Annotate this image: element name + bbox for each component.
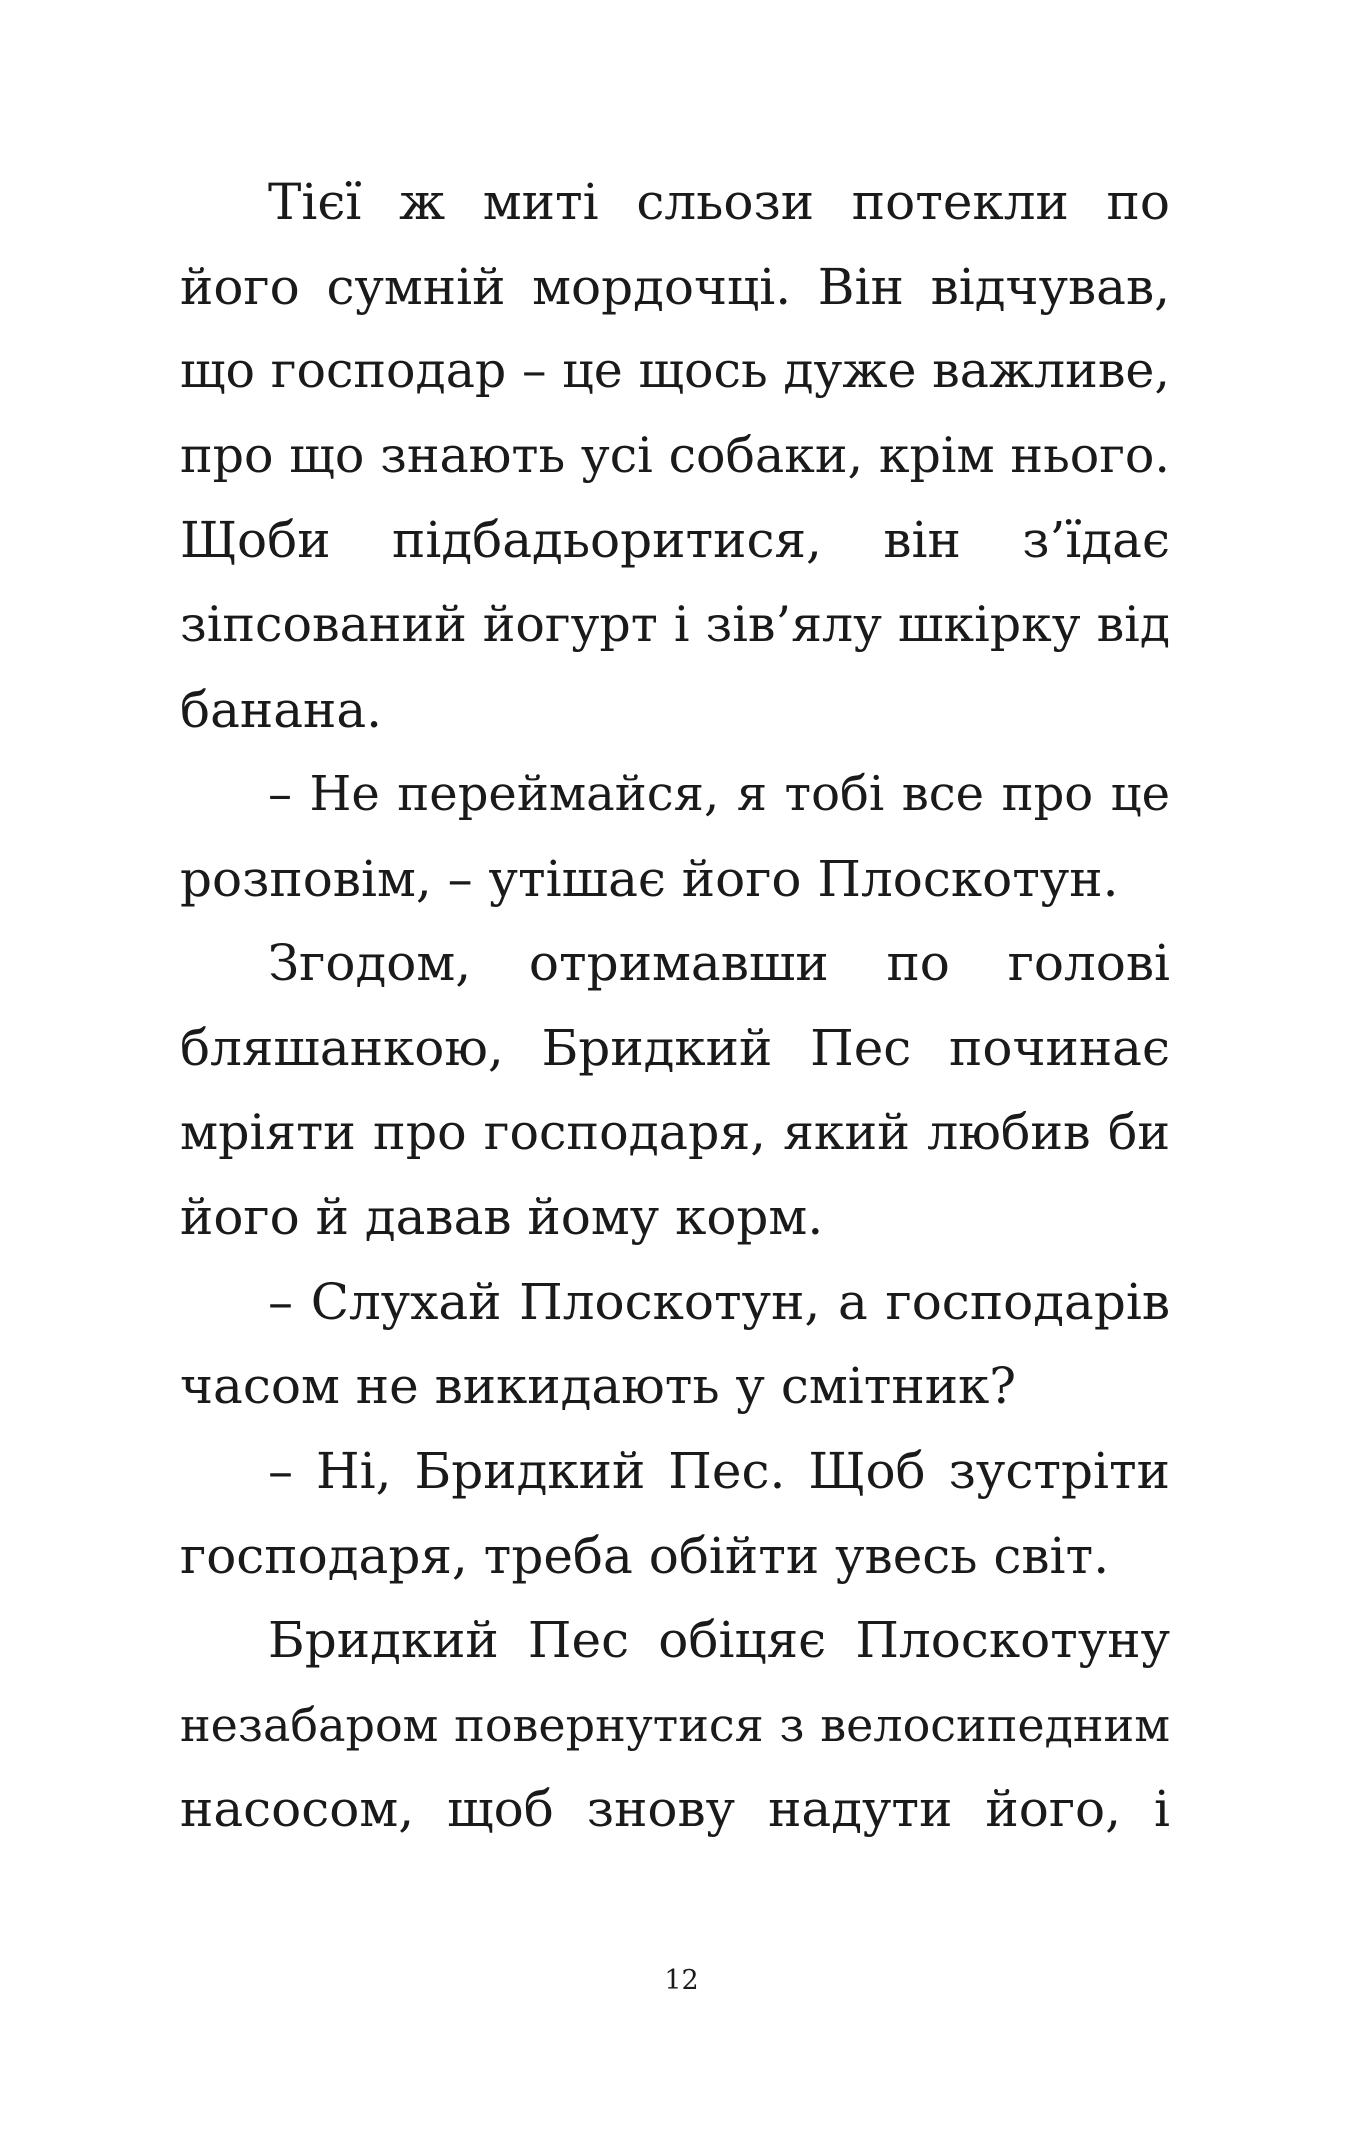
text-line: Бридкий Пес обіцяє Плоскотуну	[268, 1611, 1170, 1670]
text-line: бляшанкою, Бридкий Пес починає	[180, 1018, 1170, 1077]
text-line: насосом, щоб знову надути його, і	[180, 1780, 1170, 1839]
text-line: – Ні, Бридкий Пес. Щоб зустріти	[268, 1441, 1170, 1500]
text-line: його сумній мордочці. Він відчував,	[180, 257, 1170, 316]
text-line: зіпсований йогурт і зів’ялу шкірку від	[180, 595, 1170, 653]
text-line: – Слухай Плоскотун, а господарів	[268, 1272, 1170, 1331]
text-line: незабаром повернутися з велосипедним	[180, 1697, 1170, 1752]
page-number: 12	[664, 1965, 699, 1996]
text-line: Тієї ж миті сльози потекли по	[268, 173, 1170, 231]
text-line: що господар – це щось дуже важливе,	[180, 342, 1170, 400]
text-line: його й давав йому корм.	[180, 1188, 824, 1247]
text-line: банана.	[180, 680, 383, 739]
text-line: про що знають усі собаки, крім нього.	[180, 426, 1170, 484]
text-line: Згодом, отримавши по голові	[268, 934, 1170, 993]
text-line: мріяти про господаря, який любив би	[180, 1103, 1170, 1161]
text-line: Щоби підбадьоритися, він з’їдає	[180, 511, 1170, 570]
text-line: господаря, треба обійти увесь світ.	[180, 1526, 1110, 1585]
text-line: – Не переймайся, я тобі все про це	[268, 766, 1170, 823]
body-text	[180, 160, 1170, 1852]
text-line: часом не викидають у смітник?	[180, 1357, 1017, 1416]
text-line: розповім, – утішає його Плоскотун.	[180, 849, 1119, 908]
